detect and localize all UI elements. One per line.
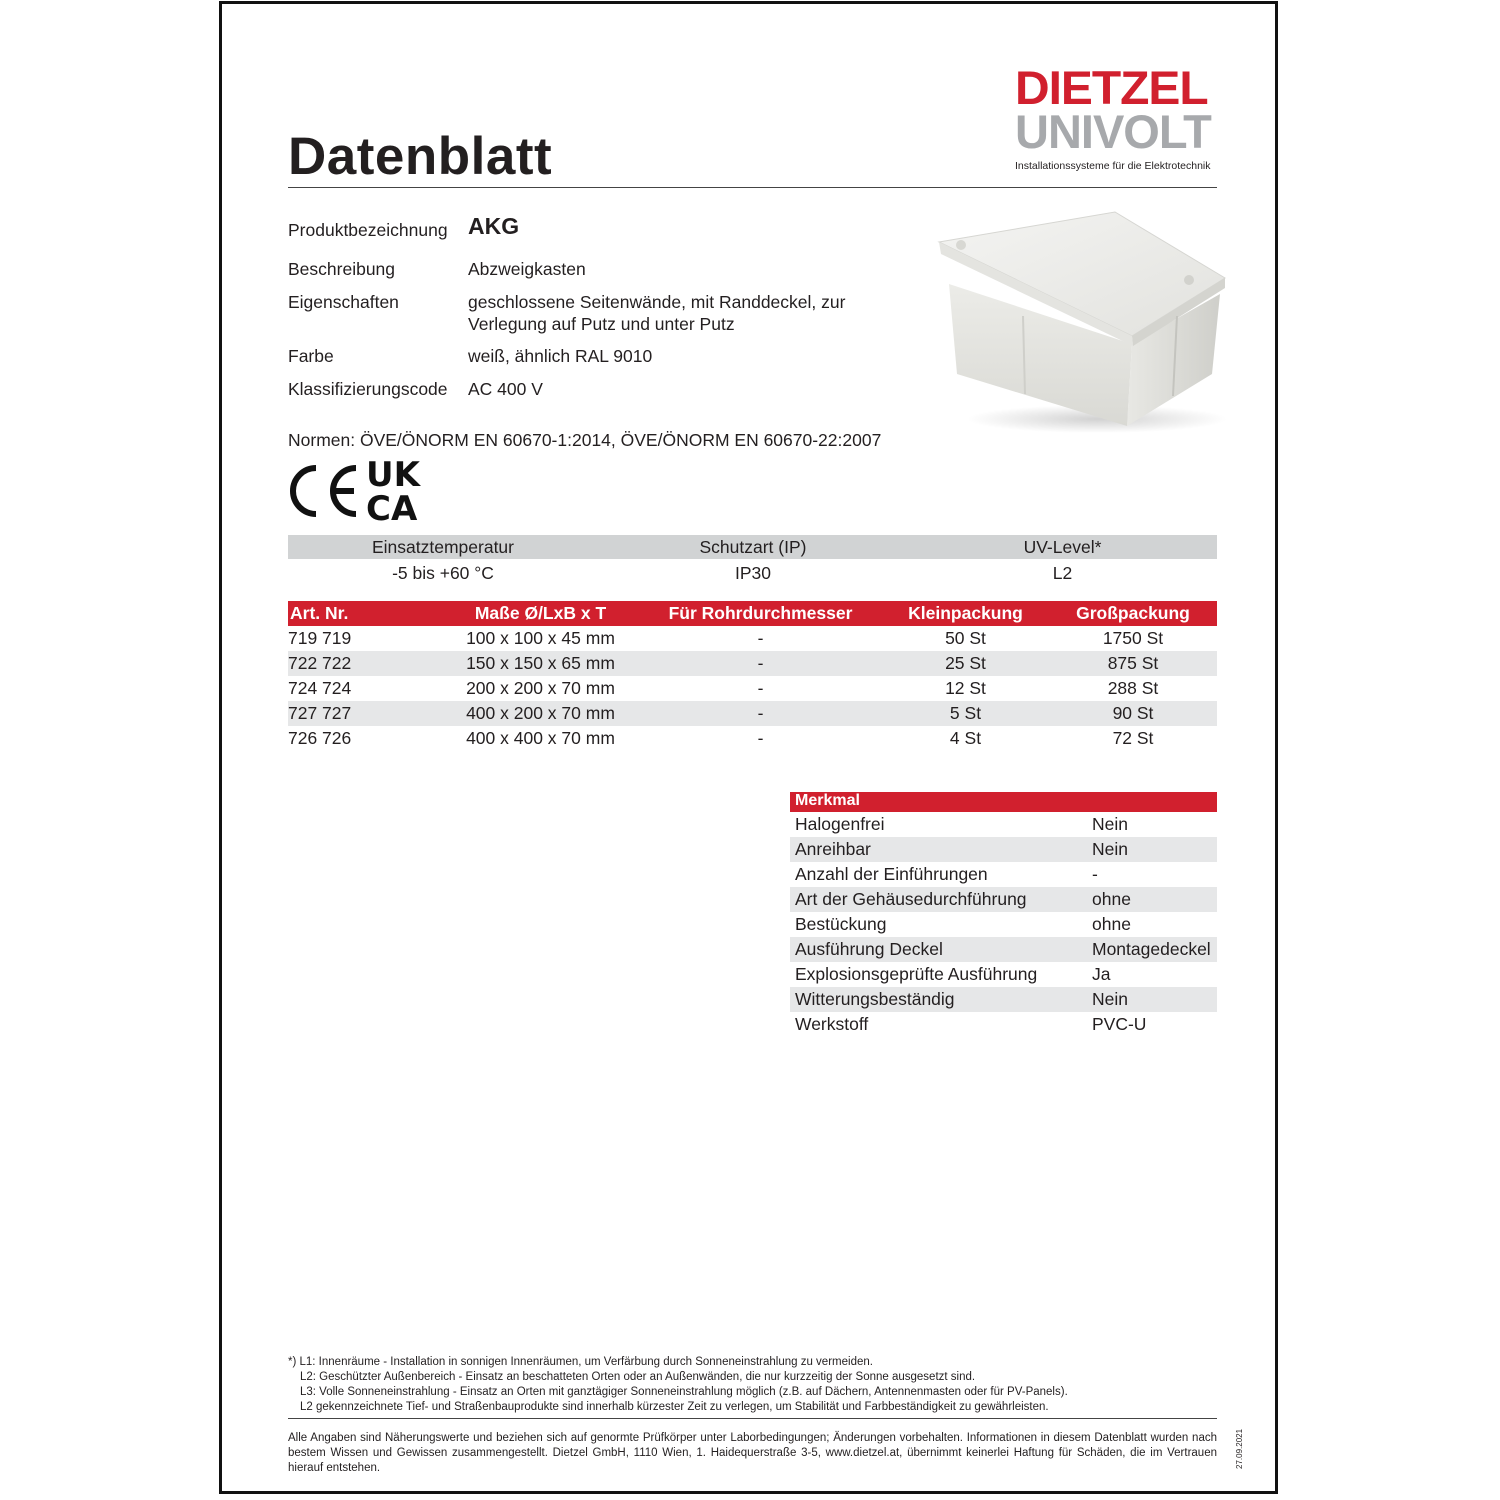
feature-value: ohne (1092, 889, 1131, 909)
prop-value-features (468, 291, 845, 335)
table-row (790, 812, 1217, 837)
article-number: 724 724 (288, 678, 352, 698)
feature-name: Anzahl der Einführungen (795, 864, 988, 884)
table-row (288, 651, 1217, 676)
feature-value: Nein (1092, 839, 1128, 859)
spec-value-uv: L2 (1052, 563, 1073, 583)
article-number: 726 726 (288, 728, 352, 748)
document-date: 27.09.2021 (1235, 1428, 1244, 1469)
feature-name: Ausführung Deckel (795, 939, 943, 959)
footnote-uv-l1: *) L1: Innenräume - Installation in sonnigen Innenräumen, um Verfärbung durch Sonneneinstrahlung zu vermeiden. (288, 1356, 873, 1368)
table-row (288, 626, 1217, 651)
feature-table-header (790, 792, 1217, 812)
footnote-uv-l3: L3: Volle Sonneneinstrahlung - Einsatz an Orten mit ganztägiger Sonneneinstrahlung möglich (z.B. auf Dächern, Antennenmasten oder für PV-Panels). (300, 1386, 1068, 1398)
article-dimensions: 400 x 400 x 70 mm (466, 728, 615, 748)
article-number: 719 719 (288, 628, 352, 648)
article-small-pack: 5 St (949, 703, 982, 723)
brand-logo (1015, 61, 1217, 172)
disclaimer-text: Alle Angaben sind Näherungswerte und beziehen sich auf genormte Prüfkörper unter Laborbedingungen; Änderungen vorbehalten. Informationen in diesem Datenblatt wurden nach bestem Wissen und Gewissen zusammengestellt. Dietzel GmbH, 1110 Wien, 1. Haidequerstraße 3-5, www.dietzel.at, übernimmt keinerlei Haftung für Schäden, die im Vertrauen hierauf entstehen. (288, 1432, 1217, 1474)
table-row (790, 987, 1217, 1012)
table-row (790, 937, 1217, 962)
feature-name: Anreihbar (795, 839, 871, 859)
footnote-uv-l2: L2: Geschützter Außenbereich - Einsatz an beschatteten Orten oder an Außenwänden, die nur kurzzeitig der Sonne ausgesetzt sind. (300, 1371, 976, 1383)
footer-divider (288, 1418, 1217, 1419)
page-title: Datenblatt (288, 127, 553, 186)
norms-text: Normen: ÖVE/ÖNORM EN 60670-1:2014, ÖVE/ÖNORM EN 60670-22:2007 (288, 430, 882, 450)
logo-tagline: Installationssysteme für die Elektrotechnik (1015, 160, 1211, 172)
article-pipe: - (757, 728, 764, 748)
article-large-pack: 1750 St (1102, 628, 1164, 648)
prop-label-description: Beschreibung (288, 259, 396, 279)
spec-value-temperature: -5 bis +60 °C (392, 563, 494, 583)
feature-name: Explosionsgeprüfte Ausführung (795, 964, 1038, 984)
footnote-uv-note: L2 gekennzeichnete Tief- und Straßenbauprodukte sind innerhalb kürzester Zeit zu verlegen, um Stabilität und Farbbeständigkeit zu gewährleisten. (300, 1401, 1049, 1413)
article-number: 727 727 (288, 703, 352, 723)
article-pipe: - (757, 628, 764, 648)
article-header-dimensions: Maße Ø/LxB x T (474, 603, 607, 623)
prop-value-features-line1: geschlossene Seitenwände, mit Randdeckel, zur (468, 292, 846, 312)
article-dimensions: 200 x 200 x 70 mm (466, 678, 615, 698)
article-pipe: - (757, 678, 764, 698)
product-image (927, 204, 1227, 434)
article-number: 722 722 (288, 653, 352, 673)
feature-value: Nein (1092, 989, 1128, 1009)
article-small-pack: 4 St (949, 728, 982, 748)
article-table-header (288, 601, 1217, 626)
ukca-mark-icon (366, 456, 422, 526)
feature-name: Art der Gehäusedurchführung (795, 889, 1027, 909)
logo-dietzel: DIETZEL (1015, 61, 1208, 114)
feature-value: ohne (1092, 914, 1131, 934)
ukca-ca-text: CA (366, 489, 418, 526)
prop-value-description: Abzweigkasten (468, 259, 586, 279)
feature-name: Halogenfrei (795, 814, 885, 834)
certification-marks (286, 456, 436, 526)
article-small-pack: 25 St (945, 653, 986, 673)
prop-value-product: AKG (468, 213, 520, 239)
article-large-pack: 72 St (1112, 728, 1154, 748)
prop-label-color: Farbe (288, 346, 334, 366)
feature-name: Witterungsbeständig (795, 989, 955, 1009)
table-row (790, 887, 1217, 912)
spec-header-temperature: Einsatztemperatur (371, 537, 514, 557)
article-large-pack: 875 St (1107, 653, 1159, 673)
feature-value: - (1092, 864, 1098, 884)
article-pipe: - (757, 653, 764, 673)
feature-header-label: Merkmal (795, 792, 860, 809)
table-row (790, 837, 1217, 862)
feature-value: PVC-U (1092, 1014, 1147, 1034)
article-header-large-pack: Großpackung (1076, 603, 1190, 623)
table-row (790, 912, 1217, 937)
logo-univolt: UNIVOLT (1015, 105, 1211, 158)
article-dimensions: 150 x 150 x 65 mm (466, 653, 615, 673)
article-small-pack: 12 St (945, 678, 986, 698)
feature-value: Nein (1092, 814, 1128, 834)
spec-table-values (288, 563, 1217, 587)
article-dimensions: 100 x 100 x 45 mm (466, 628, 615, 648)
header-divider (288, 187, 1217, 188)
table-row (790, 962, 1217, 987)
feature-value: Montagedeckel (1092, 939, 1211, 959)
article-header-number: Art. Nr. (290, 603, 349, 623)
article-small-pack: 50 St (945, 628, 986, 648)
ukca-uk-text: UK (366, 456, 420, 495)
table-row (288, 676, 1217, 701)
table-row (288, 701, 1217, 726)
prop-value-features-line2: Verlegung auf Putz und unter Putz (468, 314, 735, 334)
prop-label-features: Eigenschaften (288, 292, 399, 312)
ce-mark-icon (293, 468, 356, 514)
table-row (288, 726, 1217, 751)
spec-header-protection: Schutzart (IP) (699, 537, 807, 557)
table-row (790, 862, 1217, 887)
article-large-pack: 288 St (1107, 678, 1159, 698)
article-large-pack: 90 St (1112, 703, 1154, 723)
table-row (790, 1012, 1217, 1037)
feature-value: Ja (1092, 964, 1111, 984)
prop-value-color: weiß, ähnlich RAL 9010 (468, 346, 653, 366)
datasheet-page (219, 1, 1278, 1494)
spec-table-header (288, 535, 1217, 559)
article-header-pipe: Für Rohrdurchmesser (668, 603, 853, 623)
article-header-small-pack: Kleinpackung (908, 603, 1023, 623)
feature-name: Bestückung (795, 914, 887, 934)
feature-name: Werkstoff (795, 1014, 869, 1034)
article-pipe: - (757, 703, 764, 723)
spec-header-uv: UV-Level* (1023, 537, 1102, 557)
prop-label-product: Produktbezeichnung (288, 220, 448, 240)
spec-value-protection: IP30 (735, 563, 771, 583)
prop-value-classification: AC 400 V (468, 379, 543, 399)
prop-label-classification: Klassifizierungscode (288, 379, 448, 399)
article-dimensions: 400 x 200 x 70 mm (466, 703, 615, 723)
